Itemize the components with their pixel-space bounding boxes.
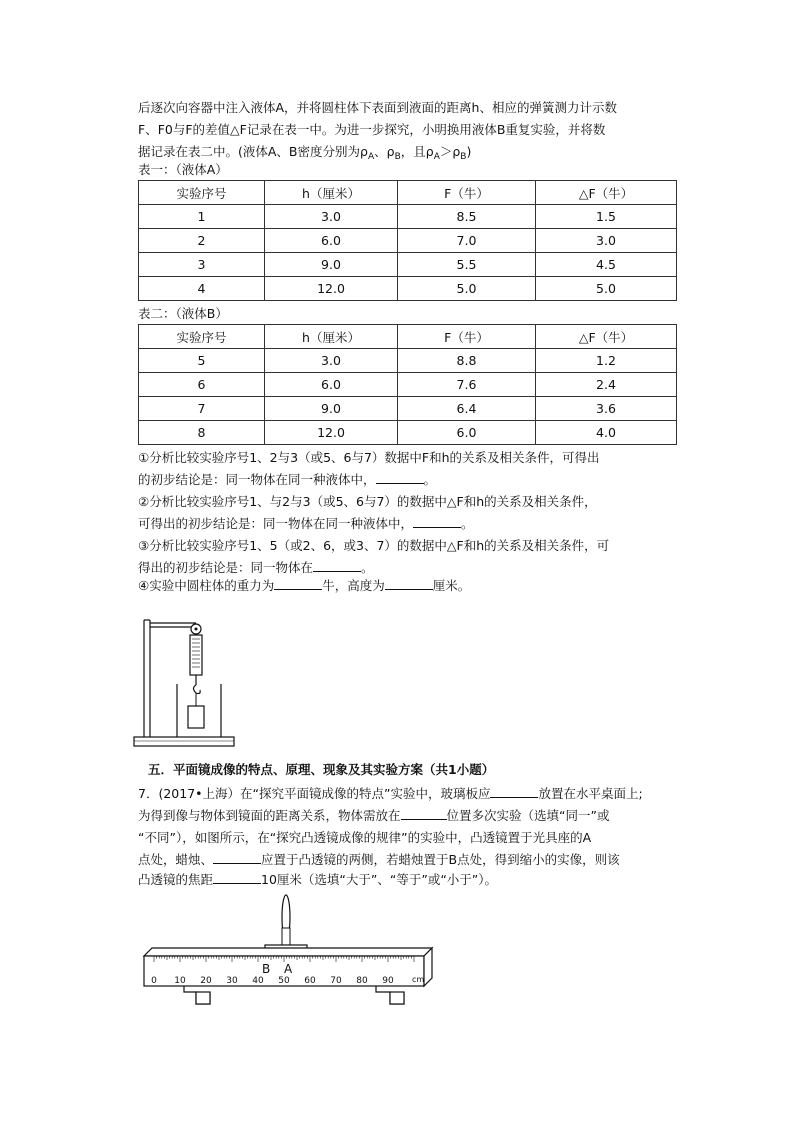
answer-blank[interactable] bbox=[313, 558, 361, 572]
table-row bbox=[139, 397, 677, 421]
answer-blank[interactable] bbox=[274, 576, 322, 590]
header-cell: F（牛） bbox=[398, 181, 536, 205]
table-cell: 6.0 bbox=[265, 229, 398, 253]
table-cell: 3 bbox=[139, 253, 265, 277]
table-cell: 5.5 bbox=[398, 253, 536, 277]
table-cell: 7 bbox=[139, 397, 265, 421]
table-cell: 7.0 bbox=[398, 229, 536, 253]
unit-label: cm bbox=[412, 975, 425, 984]
problem-7-line-5: 凸透镜的焦距 10厘米（选填“大于”、“等于”或“小于”）。 bbox=[138, 872, 498, 887]
problem-7-line-3: “不同”），如图所示，在“探究凸透镜成像的规律”的实验中，凸透镜置于光具座的A bbox=[138, 830, 592, 845]
ruler-tick-label: 20 bbox=[200, 976, 212, 986]
table-row bbox=[139, 349, 677, 373]
ruler-tick-label: 0 bbox=[151, 976, 157, 986]
table-row bbox=[139, 421, 677, 445]
table-row bbox=[139, 373, 677, 397]
table-1 bbox=[138, 180, 677, 301]
table-cell: 9.0 bbox=[265, 397, 398, 421]
table-cell: 4.5 bbox=[536, 253, 677, 277]
header-cell: h（厘米） bbox=[265, 325, 398, 349]
ruler-tick-label: 40 bbox=[252, 976, 264, 986]
table-cell: 9.0 bbox=[265, 253, 398, 277]
table-cell: 8.5 bbox=[398, 205, 536, 229]
table-cell: 12.0 bbox=[265, 277, 398, 301]
header-cell: △F（牛） bbox=[536, 181, 677, 205]
answer-blank[interactable] bbox=[213, 870, 261, 884]
table-2 bbox=[138, 324, 677, 445]
table-header-row bbox=[139, 181, 677, 205]
table-cell: 7.6 bbox=[398, 373, 536, 397]
table-cell: 3.0 bbox=[265, 205, 398, 229]
table-cell: 6 bbox=[139, 373, 265, 397]
table-cell: 12.0 bbox=[265, 421, 398, 445]
table-cell: 3.6 bbox=[536, 397, 677, 421]
table-cell: 8 bbox=[139, 421, 265, 445]
table-cell: 1.5 bbox=[536, 205, 677, 229]
table-cell: 3.0 bbox=[265, 349, 398, 373]
ruler-tick-label: 60 bbox=[304, 976, 316, 986]
question-3-line-1: ③分析比较实验序号1、5（或2、6，或3、7）的数据中△F和h的关系及相关条件，可 bbox=[138, 538, 610, 553]
question-2-line-1: ②分析比较实验序号1、与2与3（或5、6与7）的数据中△F和h的关系及相关条件， bbox=[138, 494, 597, 509]
answer-blank[interactable] bbox=[490, 784, 538, 798]
answer-blank[interactable] bbox=[413, 514, 461, 528]
table1-caption: 表一：（液体A） bbox=[138, 162, 228, 177]
table-cell: 6.4 bbox=[398, 397, 536, 421]
table-header-row bbox=[139, 325, 677, 349]
ruler-tick-label: 90 bbox=[382, 976, 394, 986]
problem-7-line-4: 点处，蜡烛、 应置于凸透镜的两侧，若蜡烛置于B点处，得到缩小的实像，则该 bbox=[138, 852, 620, 867]
ruler-tick-label: 10 bbox=[174, 976, 186, 986]
ruler-tick-label: 80 bbox=[356, 976, 368, 986]
table-cell: 8.8 bbox=[398, 349, 536, 373]
table-cell: 4 bbox=[139, 277, 265, 301]
problem-7-line-1: 7．(2017•上海）在“探究平面镜成像的特点”实验中，玻璃板应 放置在水平桌面上; bbox=[138, 786, 643, 801]
problem-7-line-2: 为得到像与物体到镜面的距离关系，物体需放在 位置多次实验（选填“同一”或 bbox=[138, 808, 610, 823]
table2-caption: 表二：（液体B） bbox=[138, 306, 228, 321]
spring-scale-apparatus-figure bbox=[130, 602, 240, 754]
table-row bbox=[139, 277, 677, 301]
table-cell: 6.0 bbox=[265, 373, 398, 397]
optical-bench-figure bbox=[140, 888, 440, 1008]
table-row bbox=[139, 229, 677, 253]
table-row bbox=[139, 253, 677, 277]
table-cell: 2.4 bbox=[536, 373, 677, 397]
ruler-tick-label: 50 bbox=[278, 976, 290, 986]
answer-blank[interactable] bbox=[385, 576, 433, 590]
question-3-line-2: 得出的初步结论是：同一物体在 。 bbox=[138, 560, 374, 575]
answer-blank[interactable] bbox=[401, 806, 447, 820]
answer-blank[interactable] bbox=[213, 850, 261, 864]
point-a-label: A bbox=[284, 962, 293, 976]
table-cell: 6.0 bbox=[398, 421, 536, 445]
table-cell: 1 bbox=[139, 205, 265, 229]
table-cell: 5 bbox=[139, 349, 265, 373]
point-b-label: B bbox=[262, 962, 271, 976]
question-1-line-1: ①分析比较实验序号1、2与3（或5、6与7）数据中F和h的关系及相关条件，可得出 bbox=[138, 450, 600, 465]
table-cell: 5.0 bbox=[398, 277, 536, 301]
table-row bbox=[139, 205, 677, 229]
header-cell: 实验序号 bbox=[139, 325, 265, 349]
question-2-line-2: 可得出的初步结论是：同一物体在同一种液体中， 。 bbox=[138, 516, 474, 531]
question-4: ④实验中圆柱体的重力为 牛，高度为 厘米。 bbox=[138, 578, 471, 593]
table-cell: 1.2 bbox=[536, 349, 677, 373]
question-1-line-2: 的初步结论是：同一物体在同一种液体中， 。 bbox=[138, 472, 437, 487]
intro-line-1: 后逐次向容器中注入液体A，并将圆柱体下表面到液面的距离h、相应的弹簧测力计示数 bbox=[138, 100, 617, 115]
answer-blank[interactable] bbox=[376, 470, 424, 484]
table-cell: 3.0 bbox=[536, 229, 677, 253]
header-cell: F（牛） bbox=[398, 325, 536, 349]
table-cell: 4.0 bbox=[536, 421, 677, 445]
table-cell: 2 bbox=[139, 229, 265, 253]
ruler-tick-label: 30 bbox=[226, 976, 238, 986]
intro-line-2: F、F0与F的差值△F记录在表一中。为进一步探究，小明换用液体B重复实验，并将数 bbox=[138, 122, 606, 137]
section-5-heading: 五．平面镜成像的特点、原理、现象及其实验方案（共1小题） bbox=[148, 762, 495, 777]
table-cell: 5.0 bbox=[536, 277, 677, 301]
intro-line-3: 据记录在表二中。(液体A、B密度分别为$\rho_A$、$\rho_B$，且$\rho_A>\rho_B$) bbox=[138, 144, 472, 162]
header-cell: h（厘米） bbox=[265, 181, 398, 205]
ruler-tick-label: 70 bbox=[330, 976, 342, 986]
header-cell: 实验序号 bbox=[139, 181, 265, 205]
header-cell: △F（牛） bbox=[536, 325, 677, 349]
